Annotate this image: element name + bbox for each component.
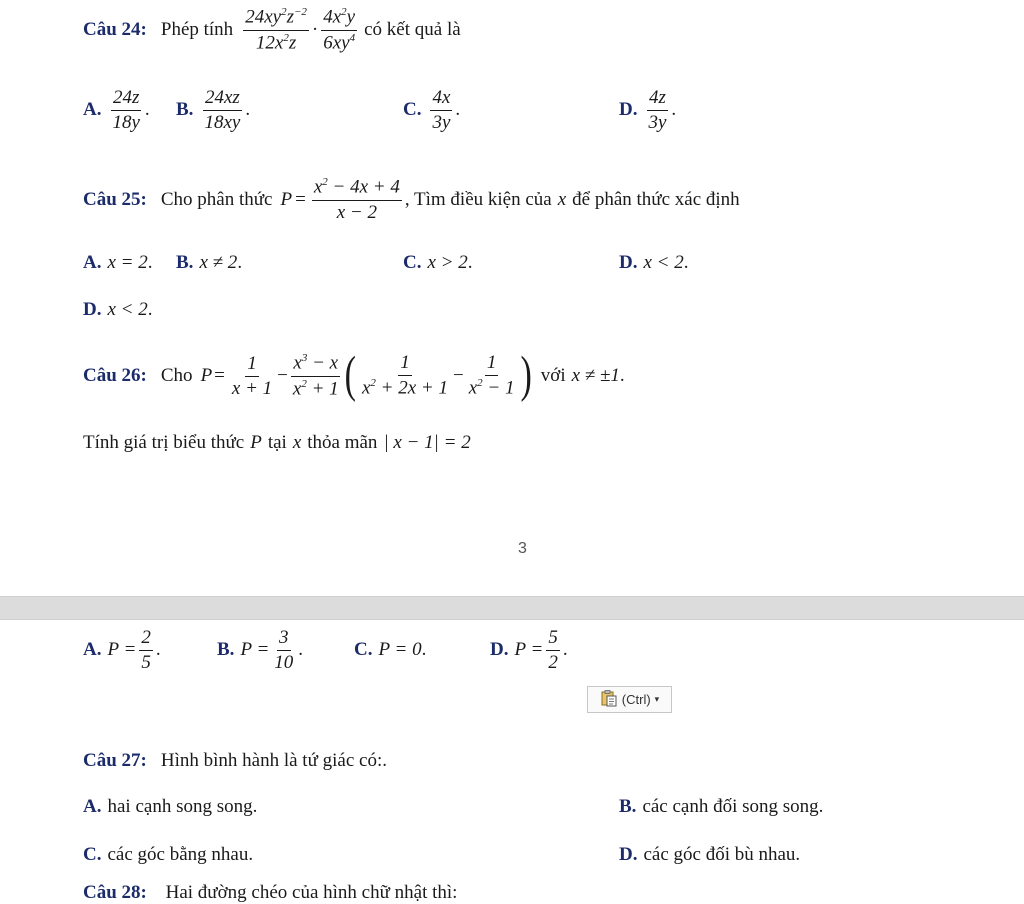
q26-option-d: D. P = $\frac{5}{2}$ . — [490, 626, 568, 673]
q24-option-c: C. $\frac{4x}{3y}$ . — [403, 86, 461, 133]
q27-option-a: A. hai cạnh song song. — [83, 796, 258, 817]
question-24-tail: có kết quả là — [364, 19, 461, 40]
question-24: Câu 24: Phép tính $\frac{24xy^2z^{-2}}{12x^2z}$ · $\frac{4x^2y}{6xy^4}$ có kết quả là — [83, 6, 461, 53]
page-break-band — [0, 596, 1024, 620]
question-25-lead: Cho phân thức — [160, 189, 273, 210]
q25-option-a: A. x = 2 . — [83, 252, 153, 273]
question-26-label: Câu 26: — [83, 365, 147, 386]
question-25-tail: , Tìm điều kiện của — [404, 189, 552, 210]
q24-option-d: D. $\frac{4z}{3y}$ . — [619, 86, 677, 133]
clipboard-icon — [600, 689, 618, 710]
q24-option-a: A. $\frac{24z}{18y}$ . — [83, 86, 150, 133]
paste-options-button[interactable] — [587, 686, 672, 713]
q25-option-d-duplicate: D. x < 2 . — [83, 299, 153, 320]
question-26: Câu 26: Cho P = $\frac{1}{x + 1}$ − $\frac{x^3 - x}{x^2 + 1}$ ( $\frac{1}{x^2 + 2x + 1}$ − $\frac{1}{x^2 - 1}$ ) với x ≠ ±1 . — [83, 347, 625, 403]
q27-option-d: D. các góc đối bù nhau. — [619, 844, 801, 865]
q25-option-d: D. x < 2 . — [619, 252, 689, 273]
q27-option-c: C. các góc bằng nhau. — [83, 844, 254, 865]
page-number: 3 — [518, 540, 527, 557]
question-28-label: Câu 28: — [83, 882, 147, 903]
question-27 — [83, 748, 387, 774]
question-26-line2: Tính giá trị biểu thức P tại x thỏa mãn | x − 1| = 2 — [83, 432, 471, 453]
question-25-label: Câu 25: — [83, 189, 147, 210]
question-24-lead: Phép tính — [160, 19, 234, 40]
question-27-text: Hình bình hành là tứ giác có:. — [160, 750, 387, 771]
q24-fraction-2: $\frac{4x^2y}{6xy^4}$ — [323, 6, 356, 53]
question-26-lead: Cho — [160, 365, 193, 386]
q26-option-b: B. P = $\frac{3}{10}$ . — [217, 626, 304, 673]
question-24-label: Câu 24: — [83, 19, 147, 40]
question-25: Câu 25: Cho phân thức P = $\frac{x^2 - 4x + 4}{x - 2}$ , Tìm điều kiện của x để phân thức xác định — [83, 176, 740, 223]
q26-option-c: C. P = 0 . — [354, 639, 427, 660]
q27-option-b: B. các cạnh đối song song. — [619, 796, 824, 817]
question-28-text: Hai đường chéo của hình chữ nhật thì: — [165, 882, 458, 903]
question-28 — [83, 882, 457, 904]
paste-options-label: (Ctrl) — [621, 692, 651, 707]
chevron-down-icon: ▾ — [654, 694, 660, 704]
q24-fraction-1: $\frac{24xy^2z^{-2}}{12x^2z}$ — [245, 6, 307, 53]
q24-option-b: B. $\frac{24xz}{18xy}$ . — [176, 86, 251, 133]
q25-fraction: $\frac{x^2 - 4x + 4}{x - 2}$ — [313, 176, 400, 223]
q25-option-c: C. x > 2 . — [403, 252, 473, 273]
q25-option-b: B. x ≠ 2 . — [176, 252, 243, 273]
question-27-label: Câu 27: — [83, 750, 147, 771]
q26-option-a: A. P = $\frac{2}{5}$ . — [83, 626, 161, 673]
